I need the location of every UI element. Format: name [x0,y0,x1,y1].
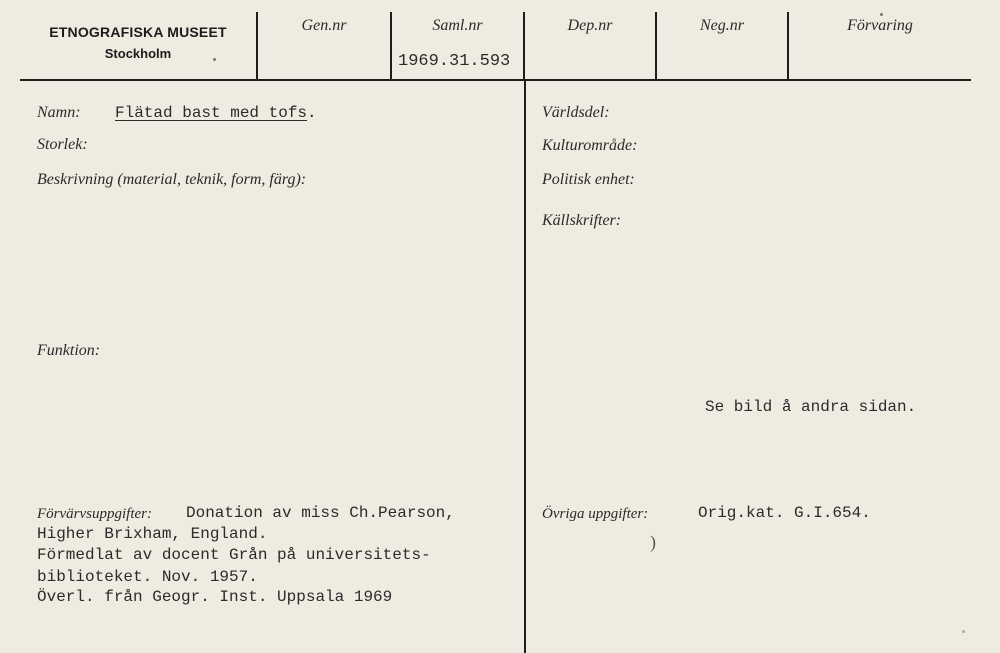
header-rule [20,79,971,81]
storlek-label: Storlek: [37,136,88,153]
gen-nr-header: Gen.nr [301,17,347,34]
forvarv-line-2: Higher Brixham, England. [37,525,268,543]
speck-2 [880,13,883,16]
forvarv-label: Förvärvsuppgifter: [37,506,152,522]
kallskrifter-label: Källskrifter: [542,212,622,229]
speck-3 [962,630,965,633]
forvarv-line-4: biblioteket. Nov. 1957. [37,568,258,586]
museum-name: ETNOGRAFISKA MUSEET [49,24,227,40]
museum-city: Stockholm [104,46,172,61]
ovriga-label: Övriga uppgifter: [542,506,649,522]
speck-1 [213,58,216,61]
funktion-label: Funktion: [37,342,101,359]
saml-nr-value: 1969.31.593 [398,52,511,71]
namn-value: Flätad bast med tofs [115,104,308,122]
main-column-divider [524,80,526,653]
reverse-side-note: Se bild å andra sidan. [705,398,917,416]
ovriga-value: Orig.kat. G.I.654. [698,504,871,522]
forvarv-line-3: Förmedlat av docent Grån på universitets- [37,546,431,564]
dep-nr-header: Dep.nr [567,17,613,34]
forvarv-line-5: Överl. från Geogr. Inst. Uppsala 1969 [37,588,393,606]
pencil-mark: ) [650,532,656,552]
forvaring-header: Förvaring [847,17,913,34]
forvarv-line-1: Donation av miss Ch.Pearson, [186,504,455,522]
neg-nr-header: Neg.nr [700,17,744,34]
namn-label: Namn: [37,104,81,121]
politisk-enhet-label: Politisk enhet: [542,171,635,188]
beskrivning-label: Beskrivning (material, teknik, form, färg): [37,171,307,188]
kulturomrade-label: Kulturområde: [542,137,638,154]
museum-header [20,24,256,61]
namn-punct: . [307,104,317,122]
namn-value-line [115,104,317,122]
saml-nr-header: Saml.nr [432,17,483,34]
varldsdel-label: Världsdel: [542,104,610,121]
